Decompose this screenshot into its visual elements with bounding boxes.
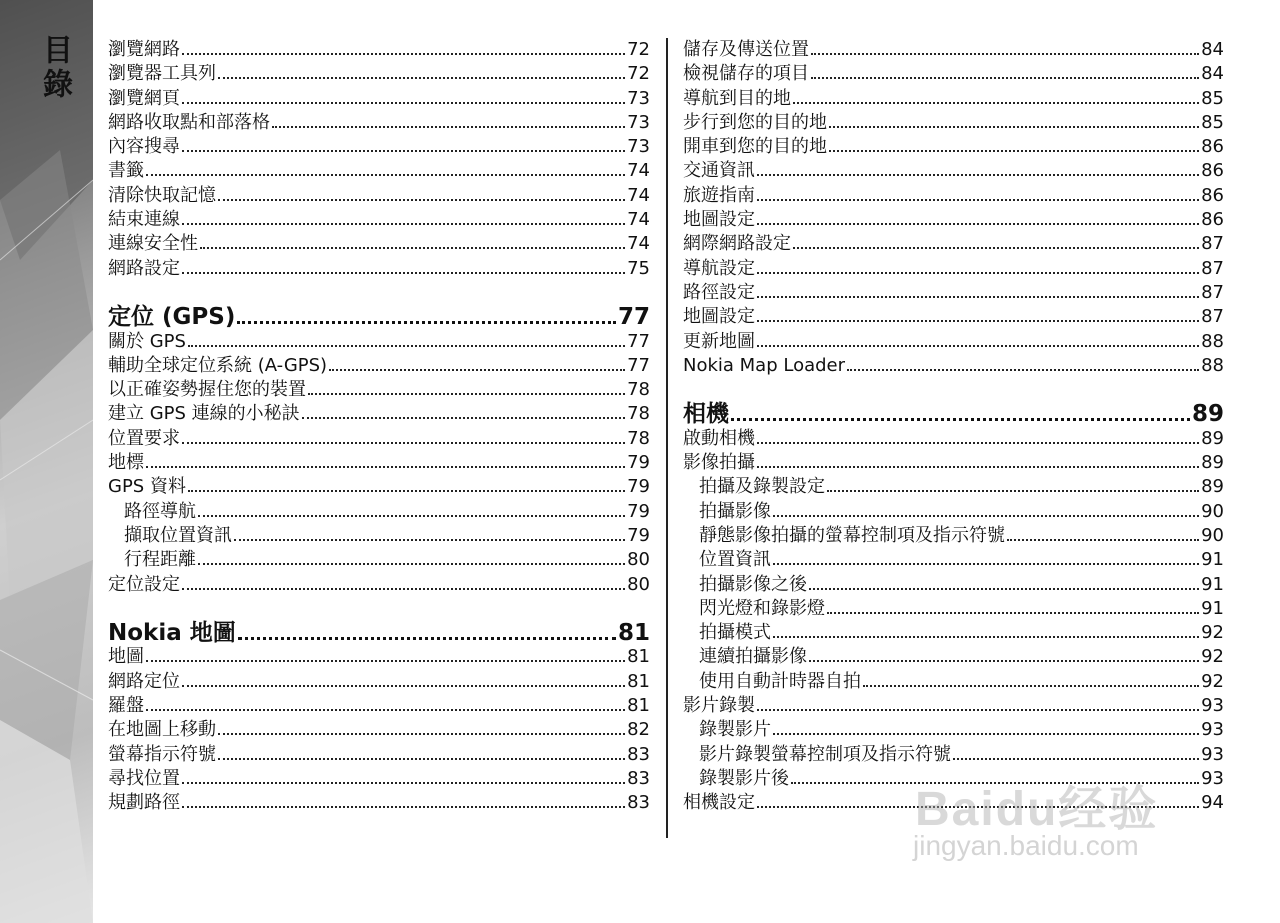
dot-leader (146, 465, 625, 468)
dot-leader (182, 441, 625, 444)
toc-entry-title: Nokia 地圖 (108, 620, 236, 647)
toc-entry-title: 瀏覽網頁 (108, 87, 180, 109)
dot-leader (182, 52, 625, 55)
toc-entry[interactable] (108, 402, 650, 426)
toc-entry[interactable] (108, 791, 650, 815)
dot-leader (827, 611, 1199, 614)
toc-page-number: 74 (627, 184, 650, 206)
toc-entry-title: 相機 (683, 401, 729, 428)
dot-leader (182, 222, 625, 225)
toc-page-number: 80 (627, 573, 650, 595)
dot-leader (272, 125, 625, 128)
toc-entry-title: 行程距離 (124, 549, 196, 571)
toc-entry-title: 定位 (GPS) (108, 304, 236, 331)
toc-entry[interactable] (683, 232, 1224, 256)
toc-page-number: 87 (1201, 233, 1224, 255)
toc-entry[interactable] (683, 475, 1224, 499)
toc-page-number: 92 (1201, 622, 1224, 644)
toc-entry-title: 關於 GPS (108, 330, 186, 352)
toc-page-number: 80 (627, 549, 650, 571)
toc-entry[interactable] (683, 597, 1224, 621)
toc-entry[interactable] (108, 378, 650, 402)
dot-leader (302, 416, 625, 419)
dot-leader (234, 538, 625, 541)
toc-chapter-entry[interactable] (108, 305, 650, 329)
section-spacer (683, 378, 1224, 402)
dot-leader (218, 732, 625, 735)
toc-page-number: 89 (1201, 452, 1224, 474)
toc-page-number: 86 (1201, 184, 1224, 206)
toc-entry-title: GPS 資料 (108, 476, 186, 498)
dot-leader (827, 489, 1199, 492)
toc-page-number: 74 (627, 233, 650, 255)
toc-page-number: 85 (1201, 87, 1224, 109)
toc-page-number: 79 (627, 476, 650, 498)
section-spacer (108, 597, 650, 621)
toc-entry[interactable] (108, 135, 650, 159)
toc-entry-title: 規劃路徑 (108, 792, 180, 814)
toc-page-number: 91 (1201, 597, 1224, 619)
toc-entry[interactable] (108, 524, 650, 548)
toc-page-number: 81 (617, 620, 650, 647)
toc-page-number: 83 (627, 792, 650, 814)
toc-entry-title: 開車到您的目的地 (683, 136, 827, 158)
toc-entry[interactable] (683, 159, 1224, 183)
toc-page-number: 86 (1201, 136, 1224, 158)
dot-leader (237, 320, 616, 324)
toc-entry[interactable] (683, 694, 1224, 718)
toc-page-number: 78 (627, 427, 650, 449)
toc-entry[interactable] (683, 427, 1224, 451)
dot-leader (182, 781, 625, 784)
toc-entry-title: 地標 (108, 452, 144, 474)
toc-entry[interactable] (108, 232, 650, 256)
toc-entry[interactable] (108, 718, 650, 742)
toc-page-number: 78 (627, 403, 650, 425)
toc-entry-title: 錄製影片 (699, 719, 771, 741)
toc-page-number: 74 (627, 209, 650, 231)
toc-page-number: 77 (627, 330, 650, 352)
toc-page-number: 90 (1201, 524, 1224, 546)
section-title: 目錄 (37, 34, 72, 102)
dot-leader (829, 149, 1199, 152)
toc-entry[interactable] (108, 208, 650, 232)
toc-page-number: 72 (627, 63, 650, 85)
dot-leader (811, 76, 1199, 79)
dot-leader (791, 781, 1199, 784)
toc-entry[interactable] (683, 111, 1224, 135)
dot-leader (182, 271, 625, 274)
toc-page-number: 79 (627, 452, 650, 474)
toc-entry-title: 位置要求 (108, 427, 180, 449)
toc-entry-title: 更新地圖 (683, 330, 755, 352)
toc-entry[interactable] (683, 135, 1224, 159)
dot-leader (793, 246, 1199, 249)
toc-page-number: 91 (1201, 549, 1224, 571)
toc-entry-title: 步行到您的目的地 (683, 111, 827, 133)
dot-leader (773, 514, 1199, 517)
toc-entry-title: 旅遊指南 (683, 184, 755, 206)
toc-page-number: 81 (627, 670, 650, 692)
toc-entry[interactable] (683, 208, 1224, 232)
toc-entry[interactable] (683, 621, 1224, 645)
toc-entry[interactable] (108, 184, 650, 208)
toc-entry-title: 地圖設定 (683, 209, 755, 231)
toc-page-number: 89 (1191, 401, 1224, 428)
toc-entry-title: 檢視儲存的項目 (683, 63, 809, 85)
toc-entry-title: 以正確姿勢握住您的裝置 (108, 379, 306, 401)
toc-entry-title: 影片錄製螢幕控制項及指示符號 (699, 743, 951, 765)
toc-entry-title: 地圖設定 (683, 306, 755, 328)
dot-leader (757, 441, 1199, 444)
toc-entry[interactable] (108, 767, 650, 791)
toc-entry[interactable] (108, 573, 650, 597)
toc-entry[interactable] (108, 475, 650, 499)
toc-page-number: 91 (1201, 573, 1224, 595)
toc-entry[interactable] (683, 62, 1224, 86)
dot-leader (198, 514, 625, 517)
toc-entry-title: 網際網路設定 (683, 233, 791, 255)
toc-page-number: 74 (627, 160, 650, 182)
toc-page-number: 81 (627, 646, 650, 668)
dot-leader (757, 198, 1199, 201)
toc-entry-title: 影片錄製 (683, 695, 755, 717)
dot-leader (811, 52, 1199, 55)
dot-leader (757, 319, 1199, 322)
toc-entry[interactable] (108, 87, 650, 111)
dot-leader (218, 198, 625, 201)
toc-entry-title: 定位設定 (108, 573, 180, 595)
toc-page-number: 84 (1201, 63, 1224, 85)
dot-leader (793, 101, 1199, 104)
toc-page-number: 93 (1201, 695, 1224, 717)
side-band-pattern (0, 0, 93, 923)
toc-page-number: 73 (627, 111, 650, 133)
toc-entry-title: 拍攝模式 (699, 622, 771, 644)
dot-leader (809, 587, 1199, 590)
dot-leader (773, 732, 1199, 735)
toc-page-number: 73 (627, 87, 650, 109)
dot-leader (182, 149, 625, 152)
toc-entry[interactable] (683, 670, 1224, 694)
toc-entry[interactable] (108, 330, 650, 354)
dot-leader (1007, 538, 1199, 541)
toc-entry[interactable] (108, 354, 650, 378)
toc-page-number: 93 (1201, 767, 1224, 789)
toc-page-number: 92 (1201, 670, 1224, 692)
toc-entry-title: 清除快取記憶 (108, 184, 216, 206)
toc-page-number: 88 (1201, 330, 1224, 352)
toc-page-number: 87 (1201, 281, 1224, 303)
dot-leader (218, 76, 625, 79)
toc-entry-title: 拍攝及錄製設定 (699, 476, 825, 498)
toc-entry-title: 建立 GPS 連線的小秘訣 (108, 403, 300, 425)
dot-leader (953, 757, 1199, 760)
toc-entry[interactable] (108, 670, 650, 694)
toc-entry-title: 連線安全性 (108, 233, 198, 255)
toc-entry-title: 相機設定 (683, 792, 755, 814)
toc-entry[interactable] (108, 451, 650, 475)
dot-leader (829, 125, 1199, 128)
toc-entry[interactable] (108, 500, 650, 524)
dot-leader (182, 101, 625, 104)
dot-leader (188, 344, 625, 347)
toc-page-number: 79 (627, 500, 650, 522)
dot-leader (757, 271, 1199, 274)
toc-page-number: 94 (1201, 792, 1224, 814)
dot-leader (308, 392, 625, 395)
toc-page-number: 85 (1201, 111, 1224, 133)
toc-page-number: 87 (1201, 306, 1224, 328)
dot-leader (757, 295, 1199, 298)
toc-entry[interactable] (683, 38, 1224, 62)
toc-entry-title: 使用自動計時器自拍 (699, 670, 861, 692)
dot-leader (809, 659, 1199, 662)
dot-leader (773, 562, 1199, 565)
dot-leader (146, 659, 625, 662)
toc-page-number: 86 (1201, 209, 1224, 231)
toc-page-number: 84 (1201, 39, 1224, 60)
toc-entry[interactable] (108, 257, 650, 281)
toc-entry-title: 儲存及傳送位置 (683, 39, 809, 60)
dot-leader (329, 368, 625, 371)
toc-entry-title: 拍攝影像 (699, 500, 771, 522)
toc-entry[interactable] (683, 718, 1224, 742)
dot-leader (757, 222, 1199, 225)
toc-page-number: 88 (1201, 354, 1224, 376)
toc-entry[interactable] (683, 184, 1224, 208)
dot-leader (731, 417, 1190, 421)
toc-entry-title: 導航到目的地 (683, 87, 791, 109)
dot-leader (182, 805, 625, 808)
toc-entry[interactable] (683, 791, 1224, 815)
toc-entry[interactable] (683, 524, 1224, 548)
dot-leader (757, 708, 1199, 711)
toc-entry[interactable] (108, 694, 650, 718)
section-spacer (108, 281, 650, 305)
watermark-logo: Baidu经验 (915, 783, 1159, 836)
toc-entry[interactable] (683, 500, 1224, 524)
toc-entry-title: 瀏覽器工具列 (108, 63, 216, 85)
toc-page-number: 89 (1201, 427, 1224, 449)
dot-leader (188, 489, 625, 492)
toc-entry[interactable] (108, 38, 650, 62)
toc-entry-title: 結束連線 (108, 209, 180, 231)
toc-entry[interactable] (683, 767, 1224, 791)
toc-page-number: 92 (1201, 646, 1224, 668)
dot-leader (863, 684, 1199, 687)
toc-entry-title: 靜態影像拍攝的螢幕控制項及指示符號 (699, 524, 1005, 546)
dot-leader (757, 173, 1199, 176)
dot-leader (238, 636, 616, 640)
toc-entry[interactable] (108, 159, 650, 183)
toc-entry-title: 羅盤 (108, 695, 144, 717)
toc-page-number: 77 (617, 304, 650, 331)
dot-leader (198, 562, 625, 565)
toc-chapter-entry[interactable] (683, 402, 1224, 426)
toc-entry-title: 螢幕指示符號 (108, 743, 216, 765)
dot-leader (218, 757, 625, 760)
toc-entry-title: 瀏覽網路 (108, 39, 180, 60)
watermark-url: jingyan.baidu.com (913, 830, 1139, 861)
toc-entry-title: 網路設定 (108, 257, 180, 279)
toc-entry[interactable] (683, 257, 1224, 281)
toc-entry-title: 啟動相機 (683, 427, 755, 449)
toc-page-number: 77 (627, 354, 650, 376)
toc-entry[interactable] (683, 573, 1224, 597)
toc-left-column (108, 38, 650, 816)
toc-entry-title: 尋找位置 (108, 767, 180, 789)
toc-page-number: 83 (627, 767, 650, 789)
toc-entry[interactable] (683, 451, 1224, 475)
dot-leader (847, 368, 1199, 371)
toc-page-number: 83 (627, 743, 650, 765)
toc-entry-title: 位置資訊 (699, 549, 771, 571)
dot-leader (146, 173, 625, 176)
toc-page-number: 87 (1201, 257, 1224, 279)
toc-entry[interactable] (683, 354, 1224, 378)
toc-entry-title: 輔助全球定位系統 (A-GPS) (108, 354, 328, 376)
toc-entry-title: 路徑設定 (683, 281, 755, 303)
toc-page-number: 93 (1201, 743, 1224, 765)
toc-entry[interactable] (683, 305, 1224, 329)
toc-entry[interactable] (683, 87, 1224, 111)
toc-entry-title: 擷取位置資訊 (124, 524, 232, 546)
toc-entry[interactable] (108, 427, 650, 451)
toc-page-number: 86 (1201, 160, 1224, 182)
toc-chapter-entry[interactable] (108, 621, 650, 645)
column-divider (666, 38, 668, 838)
toc-page-number: 90 (1201, 500, 1224, 522)
dot-leader (182, 684, 625, 687)
toc-entry-title: 閃光燈和錄影燈 (699, 597, 825, 619)
toc-entry-title: Nokia Map Loader (683, 354, 846, 376)
toc-entry-title: 地圖 (108, 646, 144, 668)
toc-page-number: 72 (627, 39, 650, 60)
toc-right-column (683, 38, 1224, 816)
toc-entry-title: 連續拍攝影像 (699, 646, 807, 668)
toc-entry-title: 導航設定 (683, 257, 755, 279)
toc-entry-title: 在地圖上移動 (108, 719, 216, 741)
toc-entry-title: 網路收取點和部落格 (108, 111, 270, 133)
toc-entry[interactable] (108, 743, 650, 767)
toc-page-number: 81 (627, 695, 650, 717)
toc-entry[interactable] (683, 548, 1224, 572)
toc-entry-title: 交通資訊 (683, 160, 755, 182)
dot-leader (200, 246, 625, 249)
dot-leader (757, 465, 1199, 468)
toc-entry[interactable] (108, 548, 650, 572)
toc-page-number: 93 (1201, 719, 1224, 741)
toc-entry-title: 錄製影片後 (699, 767, 789, 789)
toc-entry-title: 內容搜尋 (108, 136, 180, 158)
decorative-side-band (0, 0, 93, 923)
toc-entry-title: 書籤 (108, 160, 144, 182)
toc-entry-title: 路徑導航 (124, 500, 196, 522)
toc-page-number: 75 (627, 257, 650, 279)
toc-page-number: 73 (627, 136, 650, 158)
dot-leader (146, 708, 625, 711)
toc-entry[interactable] (683, 743, 1224, 767)
dot-leader (757, 805, 1199, 808)
toc-page-number: 89 (1201, 476, 1224, 498)
toc-entry[interactable] (683, 281, 1224, 305)
toc-entry[interactable] (108, 111, 650, 135)
toc-page-number: 82 (627, 719, 650, 741)
toc-entry-title: 拍攝影像之後 (699, 573, 807, 595)
toc-entry[interactable] (108, 645, 650, 669)
toc-page-number: 79 (627, 524, 650, 546)
toc-entry[interactable] (683, 330, 1224, 354)
dot-leader (757, 344, 1199, 347)
toc-entry[interactable] (108, 62, 650, 86)
toc-entry-title: 網路定位 (108, 670, 180, 692)
dot-leader (773, 635, 1199, 638)
toc-entry[interactable] (683, 645, 1224, 669)
toc-page-number: 78 (627, 379, 650, 401)
dot-leader (182, 587, 625, 590)
toc-entry-title: 影像拍攝 (683, 452, 755, 474)
